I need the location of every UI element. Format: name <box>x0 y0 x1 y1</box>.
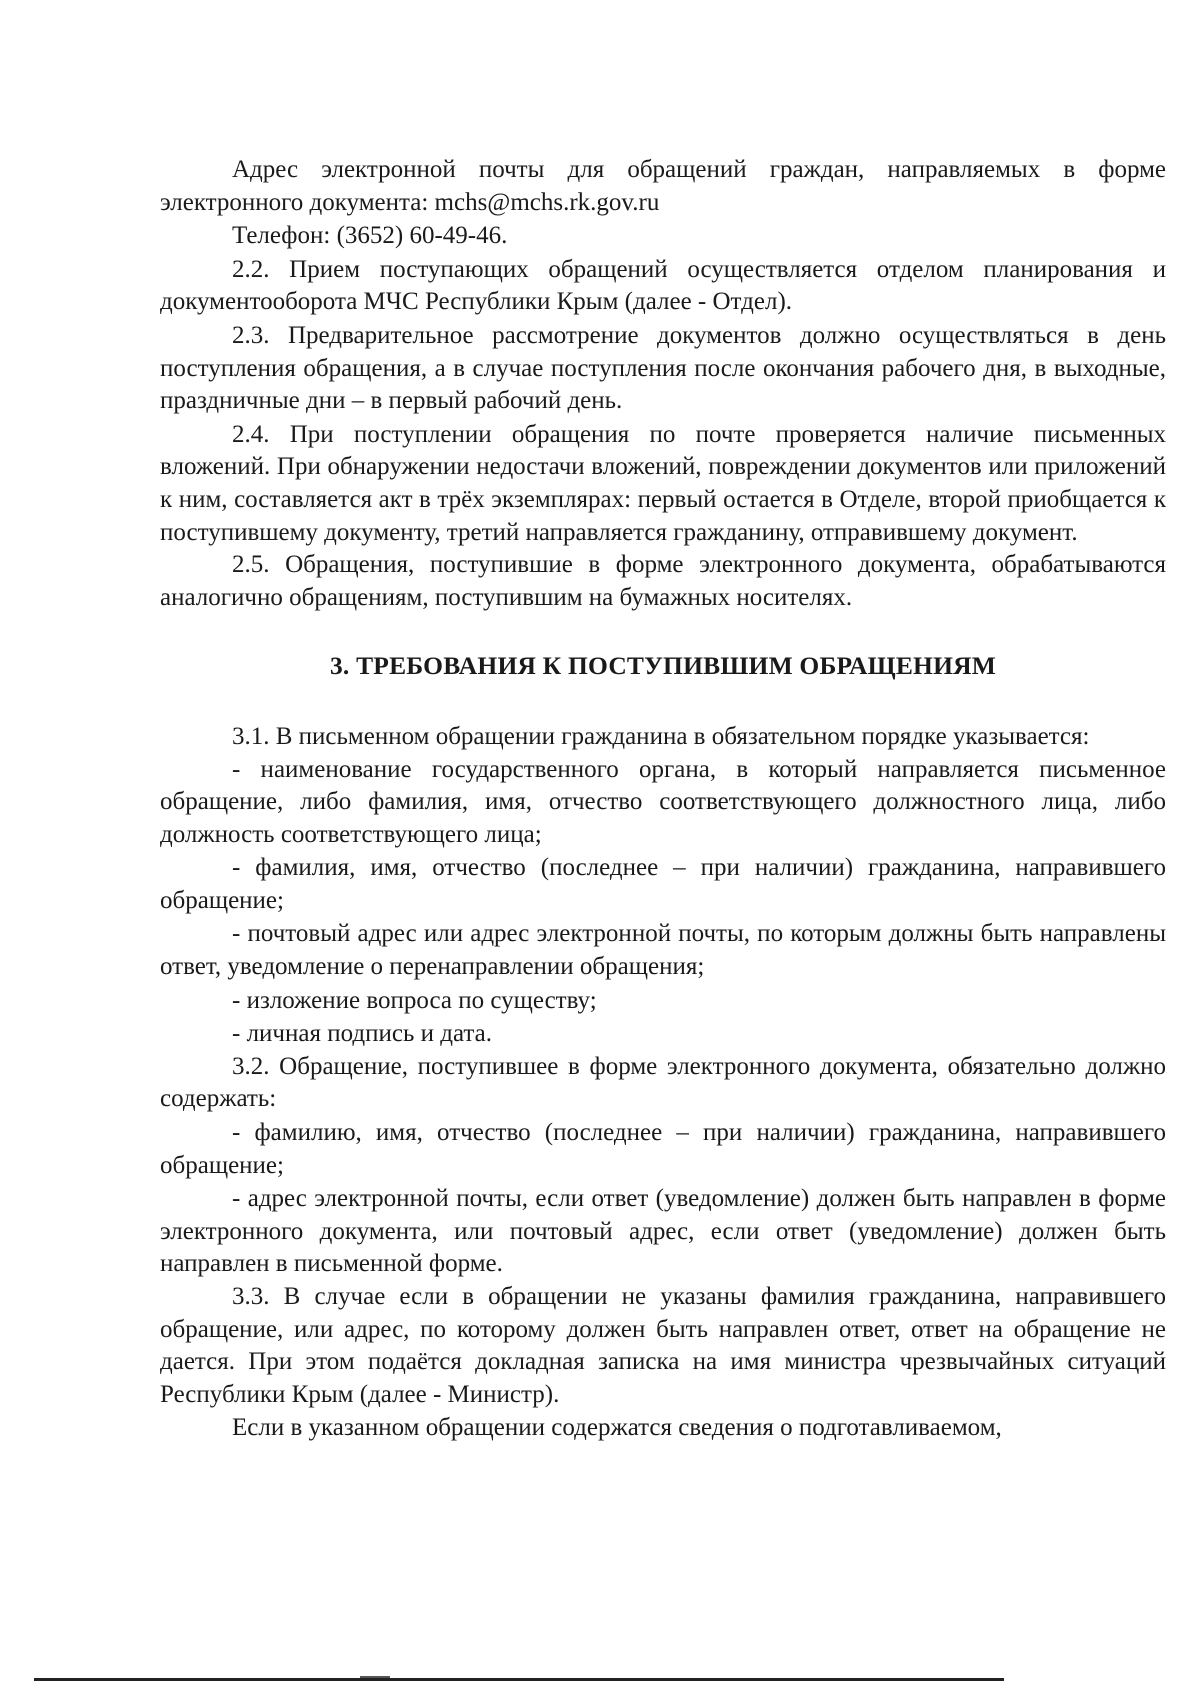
paragraph-2-2: 2.2. Прием поступающих обращений осуществляется отделом планирования и документооборота МЧС Республики Крым (далее - Отдел). <box>160 255 1166 316</box>
list-item-citizen-name: - фамилия, имя, отчество (последнее – при наличии) гражданина, направившего обращение; <box>160 854 1166 914</box>
paragraph-2-5: 2.5. Обращения, поступившие в форме электронного документа, обрабатываются аналогично обращениям, поступившим на бумажных носителях. <box>160 551 1166 611</box>
list-item-question: - изложение вопроса по существу; <box>232 986 597 1014</box>
list-item-organ-name: - наименование государственного органа, в который направляется письменное обращение, либо фамилия, имя, отчество соответствующего должностного лица, либо должность соответствующего лица; <box>160 755 1166 848</box>
list-item-postal-address: - почтовый адрес или адрес электронной почты, по которым должны быть направлены ответ, уведомление о перенаправлении обращения; <box>160 920 1166 981</box>
list-item-signature: - личная подпись и дата. <box>232 1020 492 1048</box>
paragraph-phone: Телефон: (3652) 60-49-46. <box>232 222 508 250</box>
paragraph-3-2: 3.2. Обращение, поступившее в форме электронного документа, обязательно должно содержать: <box>160 1052 1166 1113</box>
paragraph-2-3: 2.3. Предварительное рассмотрение документов должно осуществляться в день поступления обращения, а в случае поступления после окончания рабочего дня, в выходные, праздничные дни – в первый рабочий день. <box>160 321 1166 415</box>
paragraph-2-4: 2.4. При поступлении обращения по почте проверяется наличие письменных вложений. При обнаружении недостачи вложений, повреждении документов или приложений к ним, составляется акт в трёх экземплярах: первый остается в Отделе, второй приобщается к поступившему документу, третий направляется гражданину, отправившему документ. <box>160 420 1166 546</box>
paragraph-3-3: 3.3. В случае если в обращении не указаны фамилия гражданина, направившего обращение, или адрес, по которому должен быть направлен ответ, ответ на обращение не дается. При этом подаётся докладная записка на имя министра чрезвычайных ситуаций Республики Крым (далее - Министр). <box>160 1283 1166 1408</box>
list-item-electronic-name: - фамилию, имя, отчество (последнее – при наличии) гражданина, направившего обращение; <box>160 1119 1166 1179</box>
section-3-heading: 3. ТРЕБОВАНИЯ К ПОСТУПИВШИМ ОБРАЩЕНИЯМ <box>329 651 997 681</box>
paragraph-3-1: 3.1. В письменном обращении гражданина в обязательном порядке указывается: <box>232 722 1090 750</box>
list-item-electronic-address: - адрес электронной почты, если ответ (уведомление) должен быть направлен в форме электронного документа, или почтовый адрес, если ответ (уведомление) должен быть направлен в письменной форме. <box>160 1185 1166 1278</box>
paragraph-email-address: Адрес электронной почты для обращений граждан, направляемых в форме электронного документа: mchs@mchs.rk.gov.ru <box>160 156 1166 216</box>
document-body <box>160 154 1166 1445</box>
page-bottom-rule <box>34 1678 1004 1681</box>
paragraph-continued: Если в указанном обращении содержатся сведения о подготавливаемом, <box>232 1414 1002 1442</box>
page-bottom-rule-mark <box>360 1676 390 1678</box>
